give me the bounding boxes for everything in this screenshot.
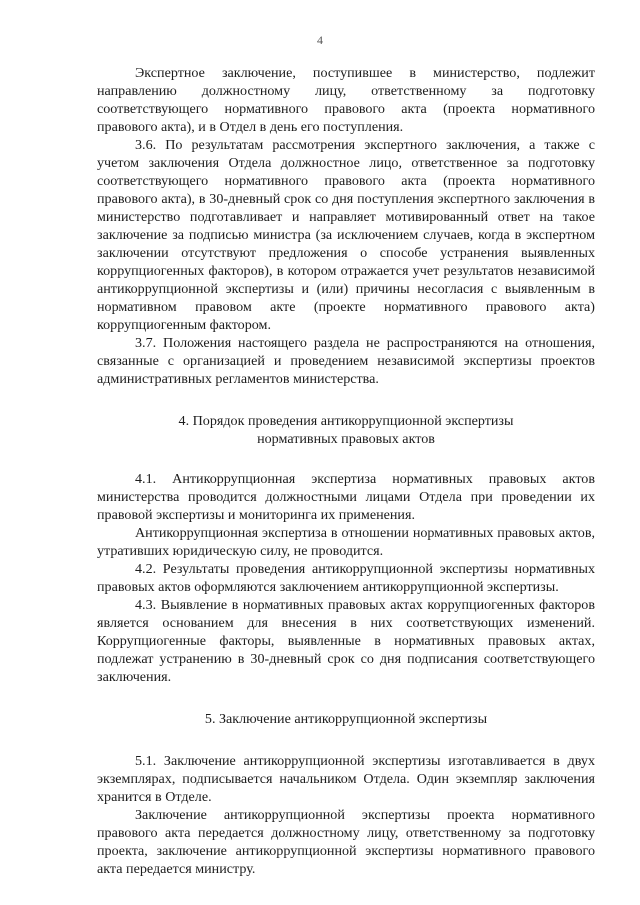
paragraph: Заключение антикоррупционной экспертизы проекта нормативного правового акта передается должностному лицу, ответственному за подготовку проекта, заключение антикоррупционной экспертизы нормативного правового акта передается министру.: [97, 807, 595, 877]
page-number: 4: [317, 33, 323, 47]
paragraph: 5.1. Заключение антикоррупционной экспертизы изготавливается в двух экземплярах, подписывается начальником Отдела. Один экземпляр заключения хранится в Отделе.: [97, 753, 595, 805]
paragraph: 4.3. Выявление в нормативных правовых актах коррупциогенных факторов является основанием для внесения в них соответствующих изменений. Коррупциогенные факторы, выявленные в нормативных правовых актах, подлежат устранению в 30-дневный срок со дня подписания соответствующего заключения.: [97, 597, 595, 685]
section-5-title: 5. Заключение антикоррупционной экспертизы: [204, 711, 488, 727]
section-4-heading: [97, 412, 595, 448]
section-4-title-line-1: 4. Порядок проведения антикоррупционной экспертизы: [178, 413, 514, 429]
paragraph: 3.6. По результатам рассмотрения экспертного заключения, а также с учетом заключения Отдела должностное лицо, ответственное за подготовку соответствующего нормативного правового акта (проекта нормативного правового акта), в 30-дневный срок со дня поступления экспертного заключения в министерство подготавливает и направляет мотивированный ответ на такое заключение за подписью министра (за исключением случаев, когда в экспертном заключении отсутствуют предложения о способе устранения выявленных коррупциогенных факторов), в котором отражается учет результатов независимой антикоррупционной экспертизы и (или) причины несогласия с выявленным в нормативном правовом акте (проекте нормативного правового акта) коррупциогенным фактором.: [97, 137, 595, 333]
paragraph: Экспертное заключение, поступившее в министерство, подлежит направлению должностному лицу, ответственному за подготовку соответствующего нормативного правового акта (проекта нормативного правового акта), и в Отдел в день его поступления.: [97, 65, 595, 135]
paragraph: 4.2. Результаты проведения антикоррупционной экспертизы нормативных правовых актов оформляются заключением антикоррупционной экспертизы.: [97, 561, 595, 595]
paragraph: 3.7. Положения настоящего раздела не распространяются на отношения, связанные с организацией и проведением независимой экспертизы проектов административных регламентов министерства.: [97, 335, 595, 387]
section-4-title-line-2: нормативных правовых актов: [257, 431, 435, 447]
document-body: [97, 64, 595, 878]
paragraph: Антикоррупционная экспертиза в отношении нормативных правовых актов, утративших юридическую силу, не проводится.: [97, 525, 595, 559]
section-5-heading: [97, 710, 595, 728]
paragraph: 4.1. Антикоррупционная экспертиза нормативных правовых актов министерства проводится должностными лицами Отдела при проведении их правовой экспертизы и мониторинга их применения.: [97, 471, 595, 523]
